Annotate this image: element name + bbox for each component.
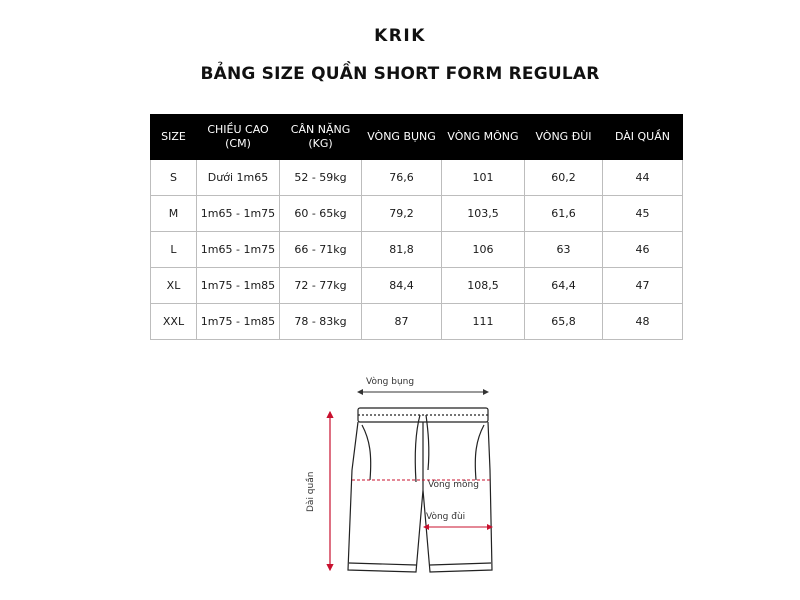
header-waist: VÒNG BỤNG [362, 115, 442, 160]
table-cell: S [151, 160, 197, 196]
table-cell: 76,6 [362, 160, 442, 196]
table-cell: 52 - 59kg [280, 160, 362, 196]
waist-label: Vòng bụng [366, 377, 415, 387]
table-header-row [151, 115, 683, 160]
table-row [151, 232, 683, 268]
table-cell: 108,5 [442, 268, 525, 304]
header-length: DÀI QUẦN [603, 115, 683, 160]
table-cell: 79,2 [362, 196, 442, 232]
table-cell: XL [151, 268, 197, 304]
table-cell: 66 - 71kg [280, 232, 362, 268]
table-cell: XXL [151, 304, 197, 340]
header-thigh: VÒNG ĐÙI [525, 115, 603, 160]
table-cell: 81,8 [362, 232, 442, 268]
table-cell: 101 [442, 160, 525, 196]
table-cell: 84,4 [362, 268, 442, 304]
table-cell: 47 [603, 268, 683, 304]
header-weight: CÂN NẶNG (KG) [280, 115, 362, 160]
page-title: BẢNG SIZE QUẦN SHORT FORM REGULAR [200, 64, 600, 84]
table-cell: Dưới 1m65 [197, 160, 280, 196]
header-hip: VÒNG MÔNG [442, 115, 525, 160]
table-cell: 44 [603, 160, 683, 196]
table-cell: M [151, 196, 197, 232]
header-height: CHIỀU CAO (CM) [197, 115, 280, 160]
table-cell: 72 - 77kg [280, 268, 362, 304]
header-size: SIZE [151, 115, 197, 160]
size-table [150, 114, 683, 340]
table-cell: 1m75 - 1m85 [197, 304, 280, 340]
table-cell: 106 [442, 232, 525, 268]
table-cell: 1m65 - 1m75 [197, 196, 280, 232]
table-cell: 45 [603, 196, 683, 232]
shorts-illustration [300, 370, 520, 590]
shorts-outline [348, 408, 492, 572]
table-cell: 64,4 [525, 268, 603, 304]
table-cell: 65,8 [525, 304, 603, 340]
table-row [151, 268, 683, 304]
thigh-label: Vòng đùi [426, 512, 466, 522]
table-row [151, 196, 683, 232]
table-cell: 1m65 - 1m75 [197, 232, 280, 268]
table-cell: L [151, 232, 197, 268]
table-cell: 111 [442, 304, 525, 340]
table-cell: 87 [362, 304, 442, 340]
shorts-measurement-diagram [300, 370, 520, 590]
table-row [151, 160, 683, 196]
table-cell: 78 - 83kg [280, 304, 362, 340]
table-row [151, 304, 683, 340]
table-cell: 103,5 [442, 196, 525, 232]
table-cell: 60 - 65kg [280, 196, 362, 232]
table-cell: 1m75 - 1m85 [197, 268, 280, 304]
table-cell: 46 [603, 232, 683, 268]
table-cell: 60,2 [525, 160, 603, 196]
table-cell: 48 [603, 304, 683, 340]
table-cell: 63 [525, 232, 603, 268]
length-label: Dài quần [306, 471, 316, 512]
table-cell: 61,6 [525, 196, 603, 232]
brand-logo: KRIK [374, 26, 426, 46]
hip-label: Vòng mông [428, 480, 479, 490]
